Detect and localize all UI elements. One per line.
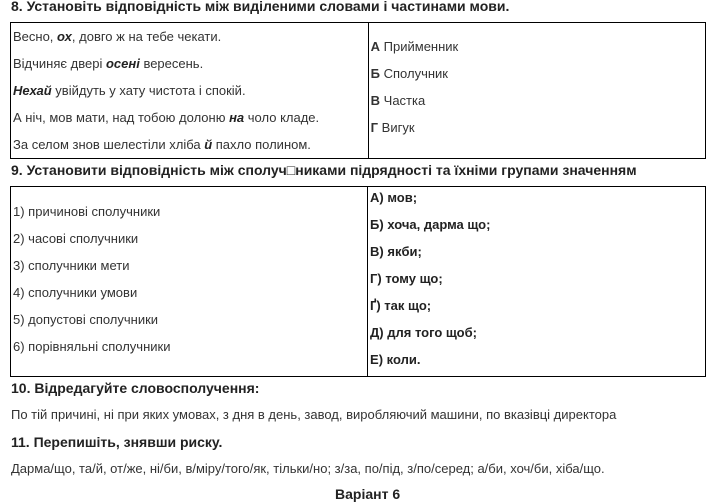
task11-heading: 11. Перепишіть, знявши риску.: [11, 434, 223, 450]
highlighted-word: осені: [105, 56, 140, 71]
highlighted-word: Нехай: [13, 83, 52, 98]
task9-heading: 9. Установити відповідність між сполуч□никами підрядності та їхніми групами значенням: [11, 162, 637, 178]
task8-options-cell: [368, 23, 705, 159]
conjunction-g: Ґ) так що;: [370, 298, 432, 313]
task8-table: [10, 22, 706, 159]
option-h: Г Вигук: [370, 120, 415, 135]
highlighted-word: ох: [57, 29, 72, 44]
option-a: А Прийменник: [370, 39, 459, 54]
option-b: Б Сполучник: [370, 66, 448, 81]
group-1: 1) причинові сполучники: [13, 204, 161, 219]
group-4: 4) сполучники умови: [13, 285, 138, 300]
task9-table: [10, 186, 706, 377]
highlighted-word: й: [204, 137, 213, 152]
sentence-1: Весно, ох, довго ж на тебе чекати.: [13, 29, 222, 44]
sentence-2: Відчиняє двері осені вересень.: [13, 56, 204, 71]
conjunction-b: Б) хоча, дарма що;: [370, 217, 491, 232]
task9-groups-cell: [11, 187, 368, 377]
task9-conjunctions-cell: [368, 187, 706, 377]
group-2: 2) часові сполучники: [13, 231, 139, 246]
conjunction-h: Г) тому що;: [370, 271, 443, 286]
footer-variant-heading: Варіант 6: [335, 486, 401, 502]
conjunction-v: В) якби;: [370, 244, 422, 259]
task8-heading: 8. Установіть відповідність між виділеними словами і частинами мови.: [11, 0, 510, 14]
task11-text: Дарма/що, та/й, от/же, ні/би, в/міру/того/як, тільки/но; з/за, по/під, з/по/серед; а/би, хоч/би, хіба/що.: [11, 461, 605, 476]
task10-heading: 10. Відредагуйте словосполучення:: [11, 380, 260, 396]
group-3: 3) сполучники мети: [13, 258, 130, 273]
sentence-5: За селом знов шелестіли хліба й пахло полином.: [13, 137, 311, 152]
conjunction-e: Е) коли.: [370, 352, 421, 367]
sentence-3: Нехай увійдуть у хату чистота і спокій.: [13, 83, 246, 98]
group-5: 5) допустові сполучники: [13, 312, 159, 327]
task8-sentences-cell: [11, 23, 369, 159]
conjunction-a: А) мов;: [370, 190, 418, 205]
group-6: 6) порівняльні сполучники: [13, 339, 171, 354]
conjunction-d: Д) для того щоб;: [370, 325, 477, 340]
task10-text: По тій причині, ні при яких умовах, з дня в день, завод, виробляючий машини, по вказівці директора: [11, 407, 617, 422]
option-v: В Частка: [370, 93, 426, 108]
sentence-4: А ніч, мов мати, над тобою долоню на чоло кладе.: [13, 110, 320, 125]
highlighted-word: на: [229, 110, 245, 125]
